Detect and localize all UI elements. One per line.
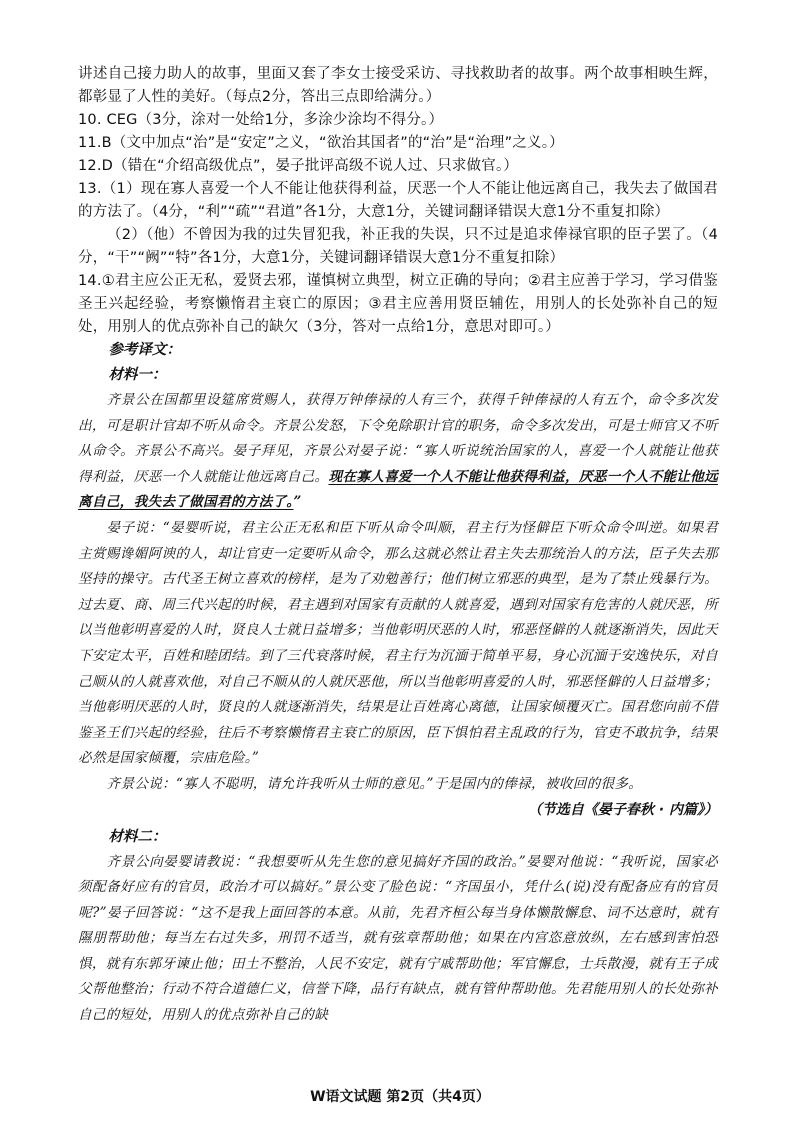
page-footer: W语文试题 第2页（共4页） — [310, 1089, 490, 1105]
answer-14: 14.①君主应公正无私，爱贤去邪，谨慎树立典型，树立正确的导向；②君主应善于学习，学习借鉴圣王兴起经验，考察懒惰君主衰亡的原因；③君主应善用贤臣辅佐，用别人的长处弥补自己的短处，用别人的优点弥补自己的缺欠（3分，答对一点给1分，意思对即可。） — [78, 273, 718, 335]
translation-heading: 参考译文： — [108, 342, 181, 358]
material-2-paragraph-1: 齐景公向晏婴请教说：“我想要听从先生您的意见搞好齐国的政治。”晏婴对他说：“我听说，国家必须配备好应有的官员，政治才可以搞好。”景公变了脸色说：“齐国虽小，凭什么(说)没有配备应有的官员呢?”晏子回答说：“这不是我上面回答的本意。从前，先君齐桓公每当身体懒散懈怠、词不达意时，就有隰朋帮助他；每当左右过失多，刑罚不适当，就有弦章帮助他；如果在内宫恣意放纵，左右感到害怕恐惧，就有东郭牙谏止他；田土不整治，人民不安定，就有宁戚帮助他；军官懈怠，士兵散漫，就有王子成父帮他整治；行动不符合道德仁义，信誉下降，品行有缺点，就有管仲帮助他。先君能用别人的长处弥补自己的短处，用别人的优点弥补自己的缺 — [78, 853, 718, 1024]
answer-11: 11.B（文中加点“治”是“安定”之义，“欲治其国者”的“治”是“治理”之义。） — [78, 135, 564, 151]
answer-key — [78, 63, 718, 339]
material-1-paragraph-3: 齐景公说：“寡人不聪明，请允许我听从士师的意见。”于是国内的俸禄，被收回的很多。 — [106, 775, 643, 792]
answer-9-continued: 讲述自己接力助人的故事，里面又套了李女士接受采访、寻找救助者的故事。两个故事相映生辉，都彰显了人性的美好。（每点2分，答出三点即给满分。） — [78, 66, 718, 105]
material-1-source: （节选自《晏子春秋 · 内篇》） — [527, 801, 718, 818]
m1-p1-text: 齐景公在国都里设筵席赏赐人，获得万钟俸禄的人有三个，获得千钟俸禄的人有五个，命令多次发出，可是职计官却不听从命令。齐景公发怒，下令免除职计官的职务，命令多次发出，可是士师官又不听从命令。齐景公不高兴。晏子拜见，齐景公对晏子说：“寡人听说统治国家的人，喜爱一个人就能让他获得利益，厌恶一个人就能让他远离自己。 — [78, 392, 718, 485]
material-1-paragraph-1 — [78, 388, 718, 516]
answer-13-1: 13.（1）现在寡人喜爱一个人不能让他获得利益，厌恶一个人不能让他远离自己，我失去了做国君的方法了。（4分，“利”“疏”“君道”各1分，大意1分，关键词翻译错误大意1分不重复扣除） — [78, 181, 718, 220]
material-1-text — [78, 388, 718, 798]
material-2-heading: 材料二： — [108, 828, 167, 845]
answer-10: 10. CEG（3分，涂对一处给1分，多涂少涂均不得分。） — [78, 112, 444, 128]
answer-12: 12.D（错在“介绍高级优点”，晏子批评高级不说人过、只求做官。） — [78, 158, 519, 174]
translation-section — [78, 338, 718, 1029]
m1-p1-closing-quote: ” — [293, 494, 302, 511]
material-2-text — [78, 850, 718, 1029]
answer-13-2: （2）（他）不曾因为我的过失冒犯我，补正我的失误，只不过是追求俸禄官职的臣子罢了。（4分，“干”“阙”“特”各1分，大意1分，关键词翻译错误大意1分不重复扣除） — [78, 227, 718, 266]
material-1-heading: 材料一： — [108, 367, 167, 383]
material-1-paragraph-2: 晏子说：“晏婴听说，君主公正无私和臣下听从命令叫顺，君主行为怪僻臣下听众命令叫逆。如果君主赏赐谗媚阿谀的人，却让官吏一定要听从命令，那么这就必然让君主失去那统治人的方法，臣子失去那坚持的操守。古代圣王树立喜欢的榜样，是为了劝勉善行；他们树立邪恶的典型，是为了禁止残暴行为。过去夏、商、周三代兴起的时候，君主遇到对国家有贡献的人就喜爱，遇到对国家有危害的人就厌恶，所以当他彰明喜爱的人时，贤良人士就日益增多；当他彰明厌恶的人时，邪恶怪僻的人就逐渐消失，因此天下安定太平，百姓和睦团结。到了三代衰落时候，君主行为沉湎于简单平易，身心沉湎于安逸快乐，对自己顺从的人就喜欢他，对自己不顺从的人就厌恶他，所以当他彰明喜爱的人时，邪恶怪僻的人日益增多；当他彰明厌恶的人时，贤良的人就逐渐消失，结果是让百姓离心离德，让国家倾覆灭亡。国君您向前不借鉴圣王们兴起的经验，往后不考察懒惰君主衰亡的原因，臣下惧怕君主乱政的行为，官吏不敢抗争，结果必然是国家倾覆，宗庙危险。” — [78, 519, 718, 767]
m1-p1-underlined: 现在寡人喜爱一个人不能让他获得利益，厌恶一个人不能让他远离自己，我失去了做国君的方法了。 — [78, 468, 718, 511]
